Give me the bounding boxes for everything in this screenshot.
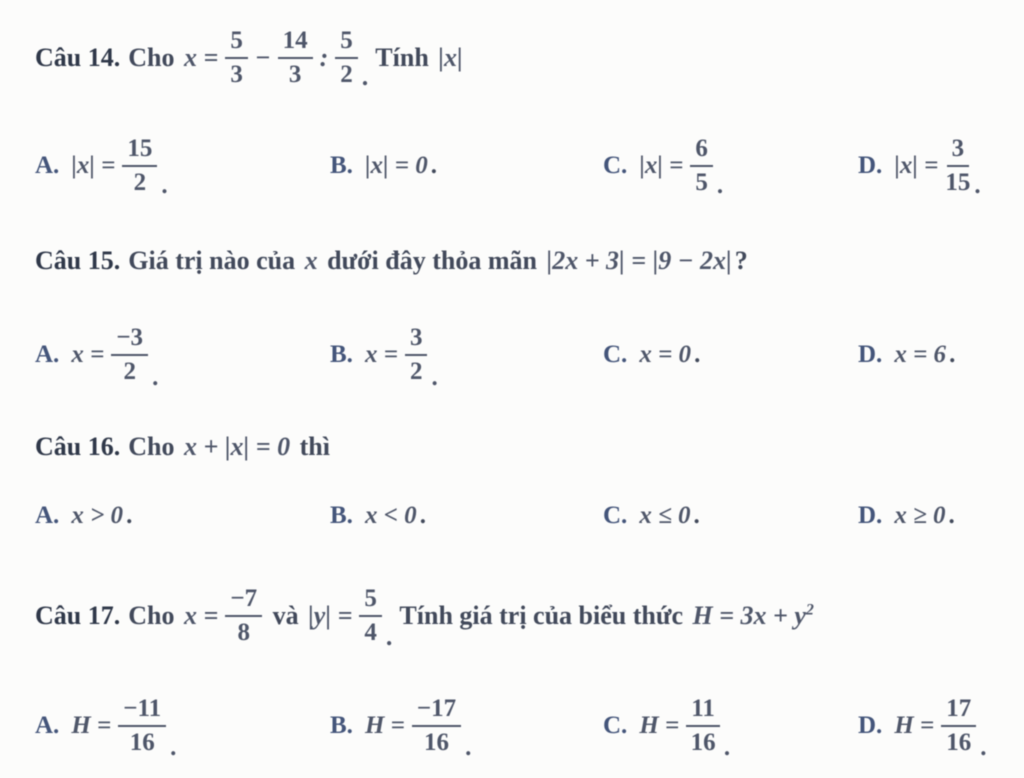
fraction-denominator: 16: [424, 729, 450, 756]
math-expression: :: [319, 43, 329, 72]
fraction: [278, 26, 313, 90]
math-expression: x =: [71, 341, 105, 368]
option-letter: B.: [330, 502, 353, 529]
fraction: [359, 584, 382, 648]
stem-text: thì: [293, 432, 330, 461]
fraction-denominator: 16: [690, 729, 716, 756]
fraction-numerator: 11: [686, 694, 720, 727]
question-block: [35, 428, 1024, 536]
math-expression: −: [254, 43, 271, 72]
option-letter: C.: [603, 341, 628, 368]
option-a: [35, 496, 132, 536]
stem-text: dưới đây thỏa mãn: [320, 246, 544, 275]
fraction-numerator: −3: [111, 323, 148, 356]
option-d: [858, 122, 982, 210]
stem-text: .: [948, 502, 955, 529]
question-block: [35, 14, 1024, 210]
option-letter: B.: [330, 341, 353, 368]
fraction-denominator: 15: [945, 169, 971, 196]
fraction: [225, 26, 248, 90]
option-a: [35, 680, 177, 772]
math-expression: |x| =: [894, 152, 939, 179]
math-expression: x ≤ 0: [639, 502, 691, 529]
stem-text: Cho: [128, 432, 181, 461]
fraction-denominator: 3: [230, 61, 243, 88]
period-mark: .: [385, 622, 393, 651]
fraction: [118, 694, 166, 758]
math-expression: H =: [364, 712, 405, 739]
math-expression: $H = 3x + y^2$: [692, 601, 814, 630]
options-row: [35, 308, 1024, 402]
fraction-denominator: 4: [364, 619, 377, 646]
fraction: [686, 694, 720, 758]
stem-text: và: [266, 601, 306, 630]
math-expression: x = 0: [639, 341, 692, 368]
question-number-label: Câu 16.: [35, 432, 121, 461]
question-block: [35, 570, 1024, 772]
question-block: [35, 242, 1024, 402]
period-mark: .: [974, 172, 981, 199]
question-stem: [35, 242, 1024, 280]
fraction-numerator: 14: [278, 26, 313, 59]
period-mark: .: [170, 734, 177, 761]
question-number-label: Câu 17.: [35, 601, 121, 630]
stem-text: .: [949, 341, 956, 368]
math-expression: |x|: [438, 43, 463, 72]
fraction-numerator: 6: [690, 134, 713, 167]
fraction: [122, 134, 157, 198]
period-mark: .: [716, 172, 724, 199]
fraction-denominator: 2: [133, 169, 147, 196]
question-stem: [35, 428, 1024, 466]
option-letter: B.: [330, 152, 353, 179]
fraction-numerator: −17: [412, 694, 461, 727]
option-letter: C.: [603, 712, 628, 739]
math-expression: x = 6: [894, 341, 947, 368]
option-letter: B.: [330, 712, 353, 739]
math-expression: H =: [71, 712, 112, 739]
fraction: [225, 584, 262, 648]
math-expression: x + |x| = 0: [184, 432, 291, 461]
option-a: [35, 308, 159, 402]
question-list: [35, 14, 1024, 772]
fraction: [335, 26, 358, 90]
option-letter: A.: [35, 152, 60, 179]
option-letter: A.: [35, 502, 60, 529]
question-stem: [35, 14, 1024, 102]
fraction: [111, 323, 148, 387]
period-mark: .: [431, 364, 438, 391]
stem-text: .: [693, 502, 700, 529]
period-mark: .: [361, 62, 369, 91]
stem-text: .: [430, 152, 437, 179]
question-number-label: Câu 14.: [35, 43, 121, 72]
question-stem: [35, 570, 1024, 662]
fraction-numerator: 15: [122, 134, 157, 167]
fraction-denominator: 2: [340, 61, 353, 88]
fraction-numerator: 3: [947, 134, 970, 167]
stem-text: Cho: [128, 601, 181, 630]
option-b: [330, 680, 472, 772]
fraction-denominator: 16: [129, 729, 155, 756]
option-letter: A.: [35, 712, 60, 739]
math-expression: x < 0: [364, 502, 417, 529]
period-mark: .: [465, 734, 472, 761]
fraction: [941, 694, 976, 758]
math-expression: x =: [364, 341, 398, 368]
fraction-numerator: 5: [225, 26, 248, 59]
fraction: [405, 323, 428, 387]
option-letter: D.: [858, 152, 883, 179]
fraction-denominator: 5: [695, 169, 708, 196]
option-letter: A.: [35, 341, 60, 368]
stem-text: Cho: [128, 43, 181, 72]
option-c: [603, 308, 700, 402]
option-letter: C.: [603, 152, 628, 179]
option-d: [858, 308, 955, 402]
fraction: [690, 134, 713, 198]
math-expression: x ≥ 0: [894, 502, 946, 529]
fraction-numerator: 17: [941, 694, 976, 727]
stem-text: ?: [734, 246, 748, 275]
math-expression: |2x + 3| = |9 − 2x|: [546, 246, 732, 275]
option-b: [330, 122, 437, 210]
fraction-numerator: 3: [405, 323, 428, 356]
fraction-numerator: −7: [225, 584, 262, 617]
fraction-numerator: −11: [118, 694, 166, 727]
fraction: [412, 694, 461, 758]
stem-text: .: [694, 341, 701, 368]
math-superscript: 2: [805, 601, 814, 619]
option-b: [330, 496, 426, 536]
option-b: [330, 308, 439, 402]
math-expression: |x| = 0: [364, 152, 428, 179]
stem-text: Tính giá trị của biểu thức: [393, 601, 690, 630]
options-row: [35, 496, 1024, 536]
fraction-denominator: 2: [409, 358, 423, 385]
options-row: [35, 122, 1024, 210]
math-expression: x =: [184, 601, 219, 630]
period-mark: .: [723, 734, 731, 761]
math-expression: |x| =: [639, 152, 684, 179]
math-expression: H =: [639, 712, 680, 739]
stem-text: Giá trị nào của: [128, 246, 302, 275]
math-expression: x: [304, 246, 318, 275]
fraction-denominator: 3: [288, 61, 302, 88]
option-d: [858, 680, 988, 772]
fraction: [945, 134, 970, 198]
option-letter: D.: [858, 712, 883, 739]
math-expression: H =: [894, 712, 935, 739]
fraction-numerator: 5: [335, 26, 358, 59]
period-mark: .: [161, 172, 168, 199]
fraction-denominator: 8: [237, 619, 250, 646]
option-c: [603, 496, 700, 536]
stem-text: Tính: [369, 43, 436, 72]
option-c: [603, 122, 724, 210]
fraction-denominator: 2: [123, 358, 136, 385]
option-letter: D.: [858, 341, 883, 368]
stem-text: .: [419, 502, 426, 529]
math-expression: |x| =: [71, 152, 116, 179]
question-number-label: Câu 15.: [35, 246, 121, 275]
math-expression: x > 0: [71, 502, 124, 529]
period-mark: .: [980, 734, 987, 761]
fraction-denominator: 16: [946, 729, 972, 756]
math-expression: x =: [184, 43, 219, 72]
option-letter: D.: [858, 502, 883, 529]
period-mark: .: [152, 364, 159, 391]
option-letter: C.: [603, 502, 628, 529]
fraction-numerator: 5: [359, 584, 382, 617]
options-row: [35, 680, 1024, 772]
math-expression: |y| =: [308, 601, 353, 630]
option-a: [35, 122, 169, 210]
stem-text: .: [126, 502, 133, 529]
option-c: [603, 680, 731, 772]
option-d: [858, 496, 955, 536]
